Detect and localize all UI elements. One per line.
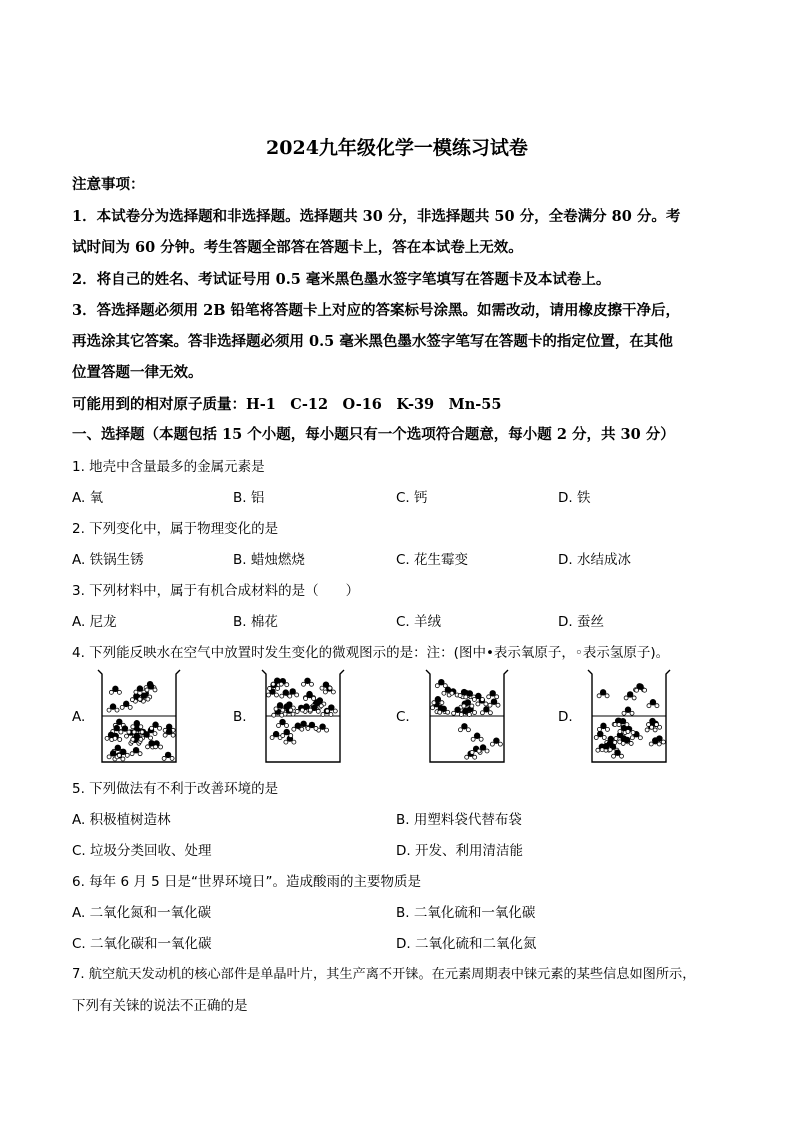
q4-option-b: B. [233,709,247,725]
notice-line-2: 2．将自己的姓名、考试证号用 0.5 毫米黑色墨水签字笔填写在答题卡及本试卷上。 [72,271,611,288]
q3-option-a: A. 尼龙 [72,614,117,630]
section-heading: 一、选择题（本题包括 15 个小题，每小题只有一个选项符合题意，每小题 2 分，共 30 分） [72,426,675,443]
q6-option-b: B. 二氧化硫和一氧化碳 [396,905,536,921]
question-7-stem-line-2: 下列有关铼的说法不正确的是 [72,998,248,1014]
q4-option-a: A. [72,709,86,725]
notice-line-1b: 试时间为 60 分钟。考生答题全部答在答题卡上，答在本试卷上无效。 [72,239,523,256]
q3-option-d: D. 蚕丝 [558,614,604,630]
q6-option-a: A. 二氧化氮和一氧化碳 [72,905,212,921]
notice-line-1a: 1．本试卷分为选择题和非选择题。选择题共 30 分，非选择题共 50 分，全卷满分 80 分。考 [72,208,681,225]
beaker-a-diagram [92,666,187,766]
q2-option-d: D. 水结成冰 [558,552,631,568]
question-1-stem: 1. 地壳中含量最多的金属元素是 [72,459,265,475]
page-title: 2024九年级化学一模练习试卷 [266,137,528,159]
q2-option-b: B. 蜡烛燃烧 [233,552,305,568]
q6-option-d: D. 二氧化硫和二氧化氮 [396,936,537,952]
q1-option-b: B. 铝 [233,490,265,506]
q5-option-d: D. 开发、利用清洁能 [396,843,523,859]
q5-option-a: A. 积极植树造林 [72,812,171,828]
beaker-b-diagram [256,666,351,766]
question-2-stem: 2. 下列变化中，属于物理变化的是 [72,521,279,537]
question-5-stem: 5. 下列做法有不利于改善环境的是 [72,781,279,797]
notice-heading: 注意事项： [72,176,145,193]
q4-option-c: C. [396,709,410,725]
notice-line-3c: 位置答题一律无效。 [72,364,203,381]
q1-option-d: D. 铁 [558,490,591,506]
beaker-c-diagram [420,666,515,766]
q1-option-a: A. 氧 [72,490,104,506]
question-6-stem: 6. 每年 6 月 5 日是“世界环境日”。造成酸雨的主要物质是 [72,874,422,890]
q2-option-c: C. 花生霉变 [396,552,469,568]
q1-option-c: C. 钙 [396,490,428,506]
q3-option-c: C. 羊绒 [396,614,442,630]
beaker-d-diagram [582,666,677,766]
notice-line-3a: 3．答选择题必须用 2B 铅笔将答题卡上对应的答案标号涂黑。如需改动，请用橡皮擦干净后， [72,302,681,319]
q6-option-c: C. 二氧化碳和一氧化碳 [72,936,212,952]
q2-option-a: A. 铁锅生锈 [72,552,144,568]
question-3-stem: 3. 下列材料中，属于有机合成材料的是（ ） [72,583,360,599]
question-7-stem-line-1: 7. 航空航天发动机的核心部件是单晶叶片，其生产离不开铼。在元素周期表中铼元素的某些信息如图所示， [72,967,696,982]
q5-option-c: C. 垃圾分类回收、处理 [72,843,212,859]
q3-option-b: B. 棉花 [233,614,278,630]
notice-line-3b: 再选涂其它答案。答非选择题必须用 0.5 毫米黑色墨水签字笔写在答题卡的指定位置，在其他 [72,333,673,350]
atomic-mass-line: 可能用到的相对原子质量：H-1 C-12 O-16 K-39 Mn-55 [72,396,502,413]
q4-option-d: D. [558,709,573,725]
question-4-stem: 4. 下列能反映水在空气中放置时发生变化的微观图示的是：注：(图中•表示氧原子，◦表示氢原子)。 [72,645,670,661]
q5-option-b: B. 用塑料袋代替布袋 [396,812,522,828]
